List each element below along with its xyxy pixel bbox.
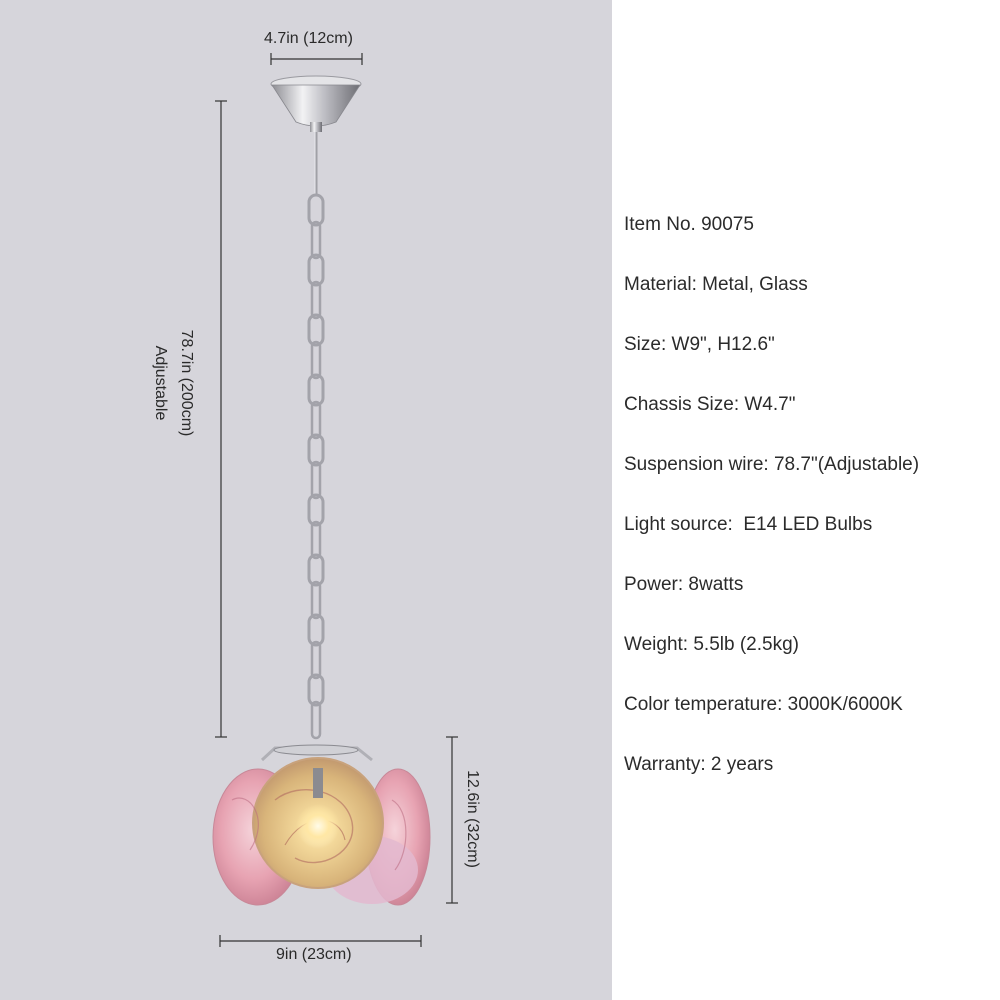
lamp-height-dimension-line <box>446 737 458 903</box>
spec-item-number: Item No. 90075 <box>624 214 754 235</box>
chassis-width-dimension-line <box>271 53 362 65</box>
spec-suspension-wire: Suspension wire: 78.7"(Adjustable) <box>624 454 920 475</box>
lamp-height-label: 12.6in (32cm) <box>464 770 481 868</box>
spec-list <box>624 212 919 812</box>
spec-color-temperature: Color temperature: 3000K/6000K <box>624 694 903 715</box>
spec-weight: Weight: 5.5lb (2.5kg) <box>624 634 799 655</box>
lamp-width-label: 9in (23cm) <box>276 946 352 963</box>
specification-panel <box>612 0 1000 1000</box>
spec-size: Size: W9", H12.6" <box>624 334 775 355</box>
ceiling-canopy <box>271 76 361 195</box>
suspension-adjustable-note: Adjustable <box>152 345 169 421</box>
suspension-dimension-line <box>215 101 227 737</box>
suspension-chain <box>309 195 323 738</box>
spec-light-source: Light source: E14 LED Bulbs <box>624 514 873 535</box>
glass-shade <box>213 758 430 905</box>
spec-material: Material: Metal, Glass <box>624 274 808 295</box>
spec-chassis-size: Chassis Size: W4.7" <box>624 394 796 415</box>
spec-power: Power: 8watts <box>624 574 744 595</box>
spec-warranty: Warranty: 2 years <box>624 754 774 775</box>
chassis-width-label: 4.7in (12cm) <box>264 30 353 47</box>
suspension-length-label: 78.7in (200cm) <box>178 329 195 437</box>
